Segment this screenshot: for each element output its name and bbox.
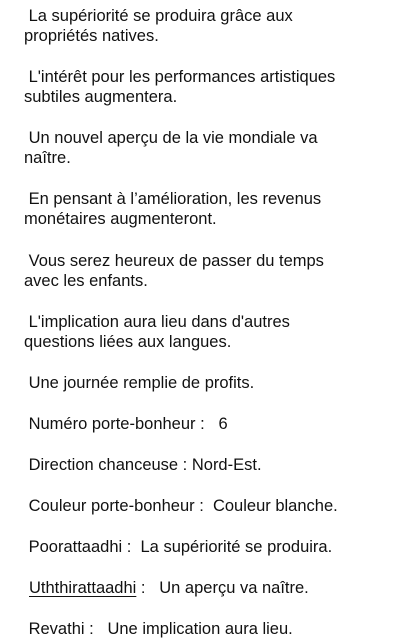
uththirattaadhi-text: : Un aperçu va naître.: [136, 579, 309, 597]
paragraph-children: Vous serez heureux de passer du temps avec les enfants.: [24, 252, 324, 290]
lucky-color: Couleur porte-bonheur : Couleur blanche.: [24, 497, 338, 515]
poorattaadhi-line: Poorattaadhi : La supériorité se produira.: [24, 538, 333, 556]
paragraph-profit-day: Une journée remplie de profits.: [24, 374, 255, 392]
lucky-number: Numéro porte-bonheur : 6: [24, 415, 228, 433]
lucky-direction: Direction chanceuse : Nord-Est.: [24, 456, 262, 474]
paragraph-languages: L'implication aura lieu dans d'autres questions liées aux langues.: [24, 313, 290, 351]
uththirattaadhi-link[interactable]: Uththirattaadhi: [29, 579, 137, 597]
paragraph-income: En pensant à l’amélioration, les revenus monétaires augmenteront.: [24, 190, 322, 228]
paragraph-superiority: La supériorité se produira grâce aux propriétés natives.: [24, 7, 293, 45]
paragraph-world-insight: Un nouvel aperçu de la vie mondiale va naître.: [24, 129, 318, 167]
revathi-line: Revathi : Une implication aura lieu.: [24, 620, 293, 638]
paragraph-artistic-interest: L'intérêt pour les performances artistiques subtiles augmentera.: [24, 68, 336, 106]
uththirattaadhi-line: [29, 578, 399, 598]
